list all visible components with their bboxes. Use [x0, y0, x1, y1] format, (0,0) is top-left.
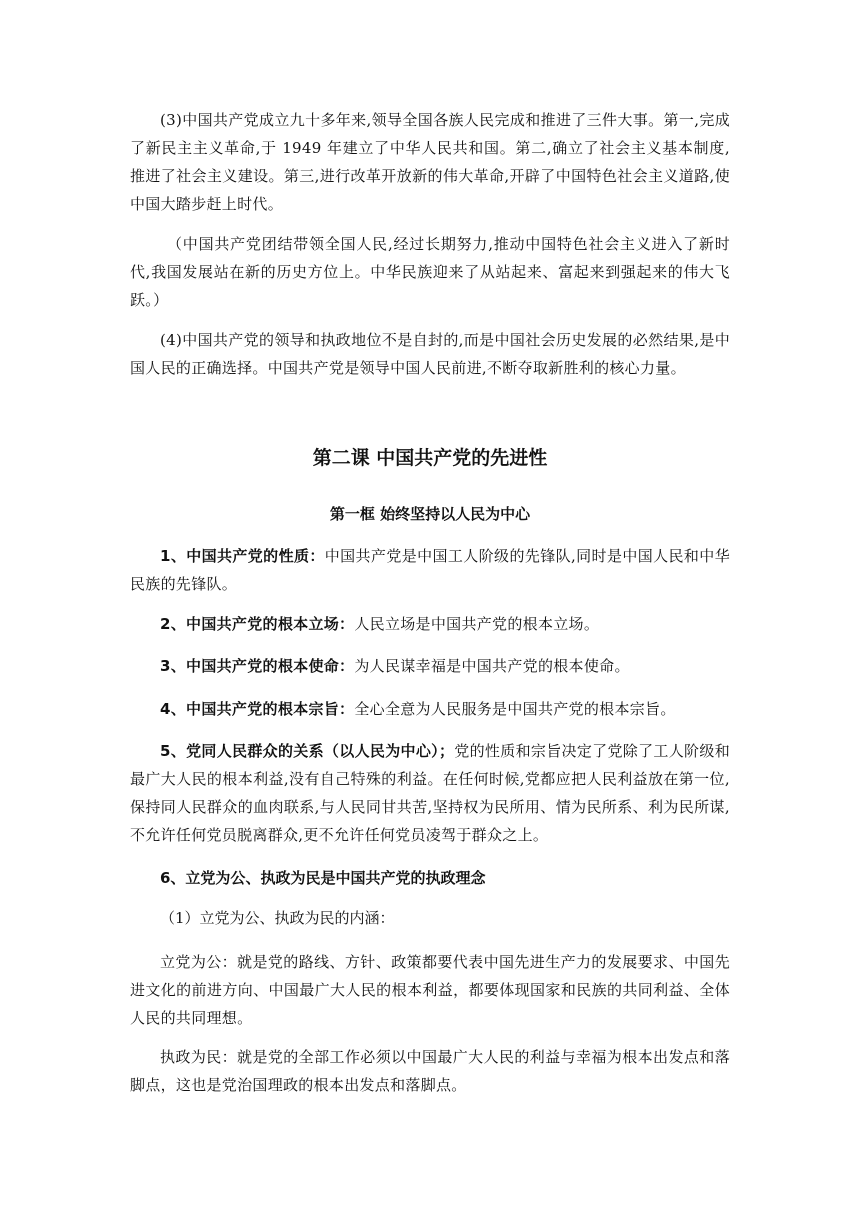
item-label: 1、中国共产党的性质： — [160, 547, 325, 565]
item-text: 为人民谋幸福是中国共产党的根本使命。 — [354, 657, 630, 675]
item-text: 全心全意为人民服务是中国共产党的根本宗旨。 — [354, 700, 676, 718]
frame-title: 第一框 始终坚持以人民为中心 — [329, 505, 531, 523]
paragraph-ligong: 立党为公：就是党的路线、方针、政策都要代表中国先进生产力的发展要求、中国先进文化的前进方向、中国最广大人民的根本利益，都要体现国家和民族的共同利益、全体人民的共同理想。 — [130, 953, 730, 1027]
item-fundamental-stance — [130, 610, 730, 638]
paragraph-three-major-events: (3)中国共产党成立九十多年来,领导全国各族人民完成和推进了三件大事。第一,完成了新民主主义革命,于 1949 年建立了中华人民共和国。第二,确立了社会主义基本制度,推进了社会主义建设。第三,进行改革开放新的伟大革命,开辟了中国特色社会主义道路,使中国大踏步赶上时代。 — [130, 111, 730, 213]
item-fundamental-purpose — [130, 695, 730, 723]
item-governing-philosophy-heading: 6、立党为公、执政为民是中国共产党的执政理念 — [160, 869, 486, 887]
item-party-people-relation — [130, 737, 730, 849]
item-label: 4、中国共产党的根本宗旨： — [160, 700, 355, 718]
subheading-connotation: （1）立党为公、执政为民的内涵： — [160, 909, 395, 927]
item-label: 5、党同人民群众的关系（以人民为中心）； — [160, 742, 455, 760]
paragraph-new-era-note: （中国共产党团结带领全国人民,经过长期努力,推动中国特色社会主义进入了新时代,我国发展站在新的历史方位上。中华民族迎来了从站起来、富起来到强起来的伟大飞跃。） — [130, 235, 730, 309]
item-label: 2、中国共产党的根本立场： — [160, 615, 355, 633]
item-text: 党的性质和宗旨决定了党除了工人阶级和最广大人民的根本利益,没有自己特殊的利益。在任何时候,党都应把人民利益放在第一位,保持同人民群众的血肉联系,与人民同甘共苦,坚持权为民所用、情为民所系、利为民所谋,不允许任何党员脱离群众,更不允许任何党员凌驾于群众之上。 — [130, 742, 730, 844]
item-party-nature — [130, 542, 730, 598]
item-label: 3、中国共产党的根本使命： — [160, 657, 355, 675]
item-text: 中国共产党是中国工人阶级的先锋队,同时是中国人民和中华民族的先锋队。 — [130, 547, 730, 593]
item-fundamental-mission — [130, 652, 730, 680]
item-text: 人民立场是中国共产党的根本立场。 — [354, 615, 600, 633]
paragraph-leadership-status: (4)中国共产党的领导和执政地位不是自封的,而是中国社会历史发展的必然结果,是中国人民的正确选择。中国共产党是领导中国人民前进,不断夺取新胜利的核心力量。 — [130, 331, 730, 377]
lesson-title: 第二课 中国共产党的先进性 — [312, 447, 548, 469]
paragraph-zhizheng: 执政为民：就是党的全部工作必须以中国最广大人民的利益与幸福为根本出发点和落脚点，这也是党治国理政的根本出发点和落脚点。 — [130, 1048, 730, 1094]
